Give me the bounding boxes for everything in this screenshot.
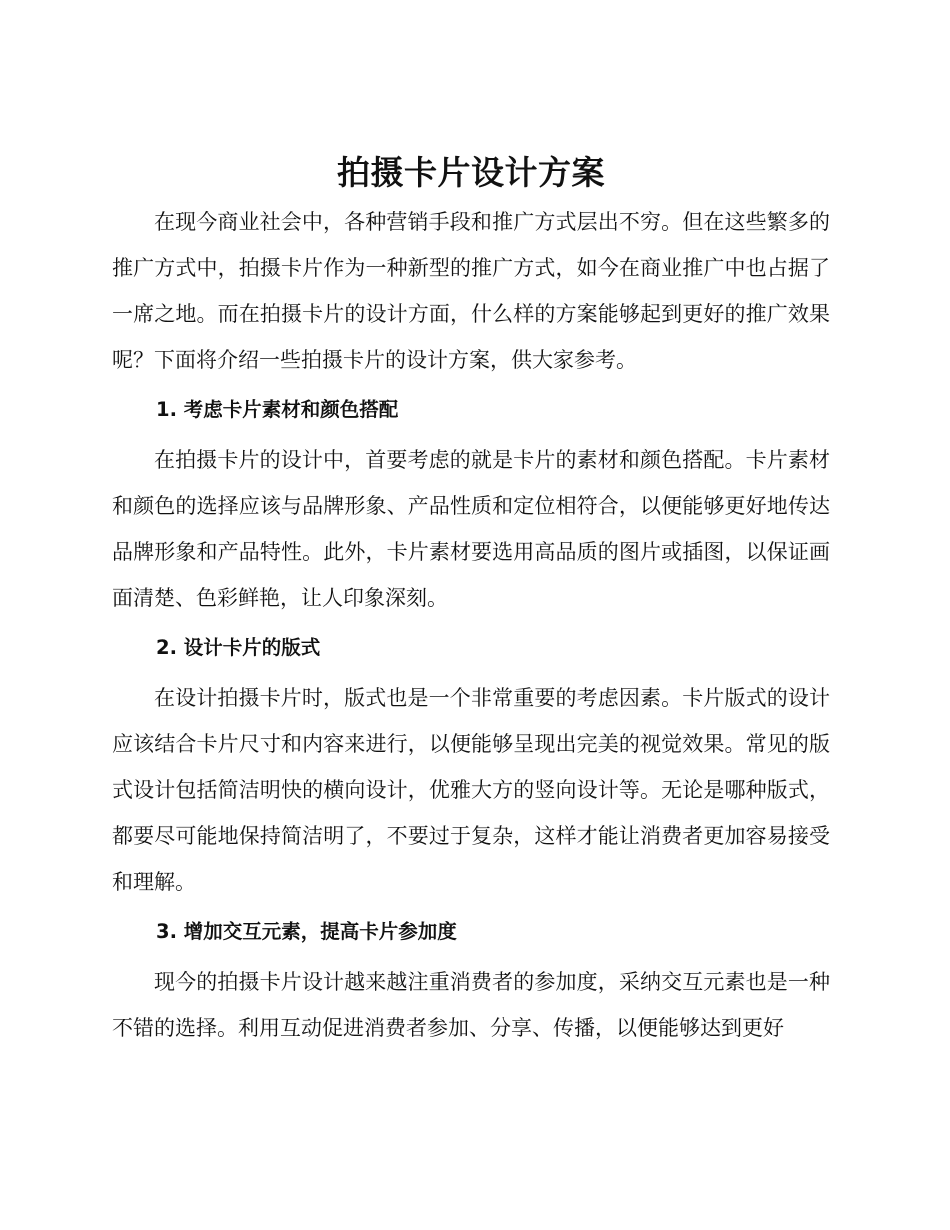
intro-paragraph: 在现今商业社会中，各种营销手段和推广方式层出不穷。但在这些繁多的推广方式中，拍摄卡片作为一种新型的推广方式，如今在商业推广中也占据了一席之地。而在拍摄卡片的设计方面，什么样的方案能够起到更好的推广效果呢？下面将介绍一些拍摄卡片的设计方案，供大家参考。 (112, 210, 830, 372)
document-title: 拍摄卡片设计方案 (337, 153, 605, 192)
section-body-1: 在拍摄卡片的设计中，首要考虑的就是卡片的素材和颜色搭配。卡片素材和颜色的选择应该与品牌形象、产品性质和定位相符合，以便能够更好地传达品牌形象和产品特性。此外，卡片素材要选用高品质的图片或插图，以保证画面清楚、色彩鲜艳，让人印象深刻。 (112, 448, 830, 610)
section-heading-2: 2. 设计卡片的版式 (156, 636, 321, 659)
section-body-3: 现今的拍摄卡片设计越来越注重消费者的参加度，采纳交互元素也是一种不错的选择。利用互动促进消费者参加、分享、传播，以便能够达到更好 (112, 970, 830, 1040)
section-body-2: 在设计拍摄卡片时，版式也是一个非常重要的考虑因素。卡片版式的设计应该结合卡片尺寸和内容来进行，以便能够呈现出完美的视觉效果。常见的版式设计包括简洁明快的横向设计，优雅大方的竖向设计等。无论是哪种版式，都要尽可能地保持简洁明了，不要过于复杂，这样才能让消费者更加容易接受和理解。 (112, 686, 830, 894)
section-heading-1: 1. 考虑卡片素材和颜色搭配 (156, 398, 399, 421)
section-heading-3: 3. 增加交互元素，提高卡片参加度 (156, 920, 457, 943)
